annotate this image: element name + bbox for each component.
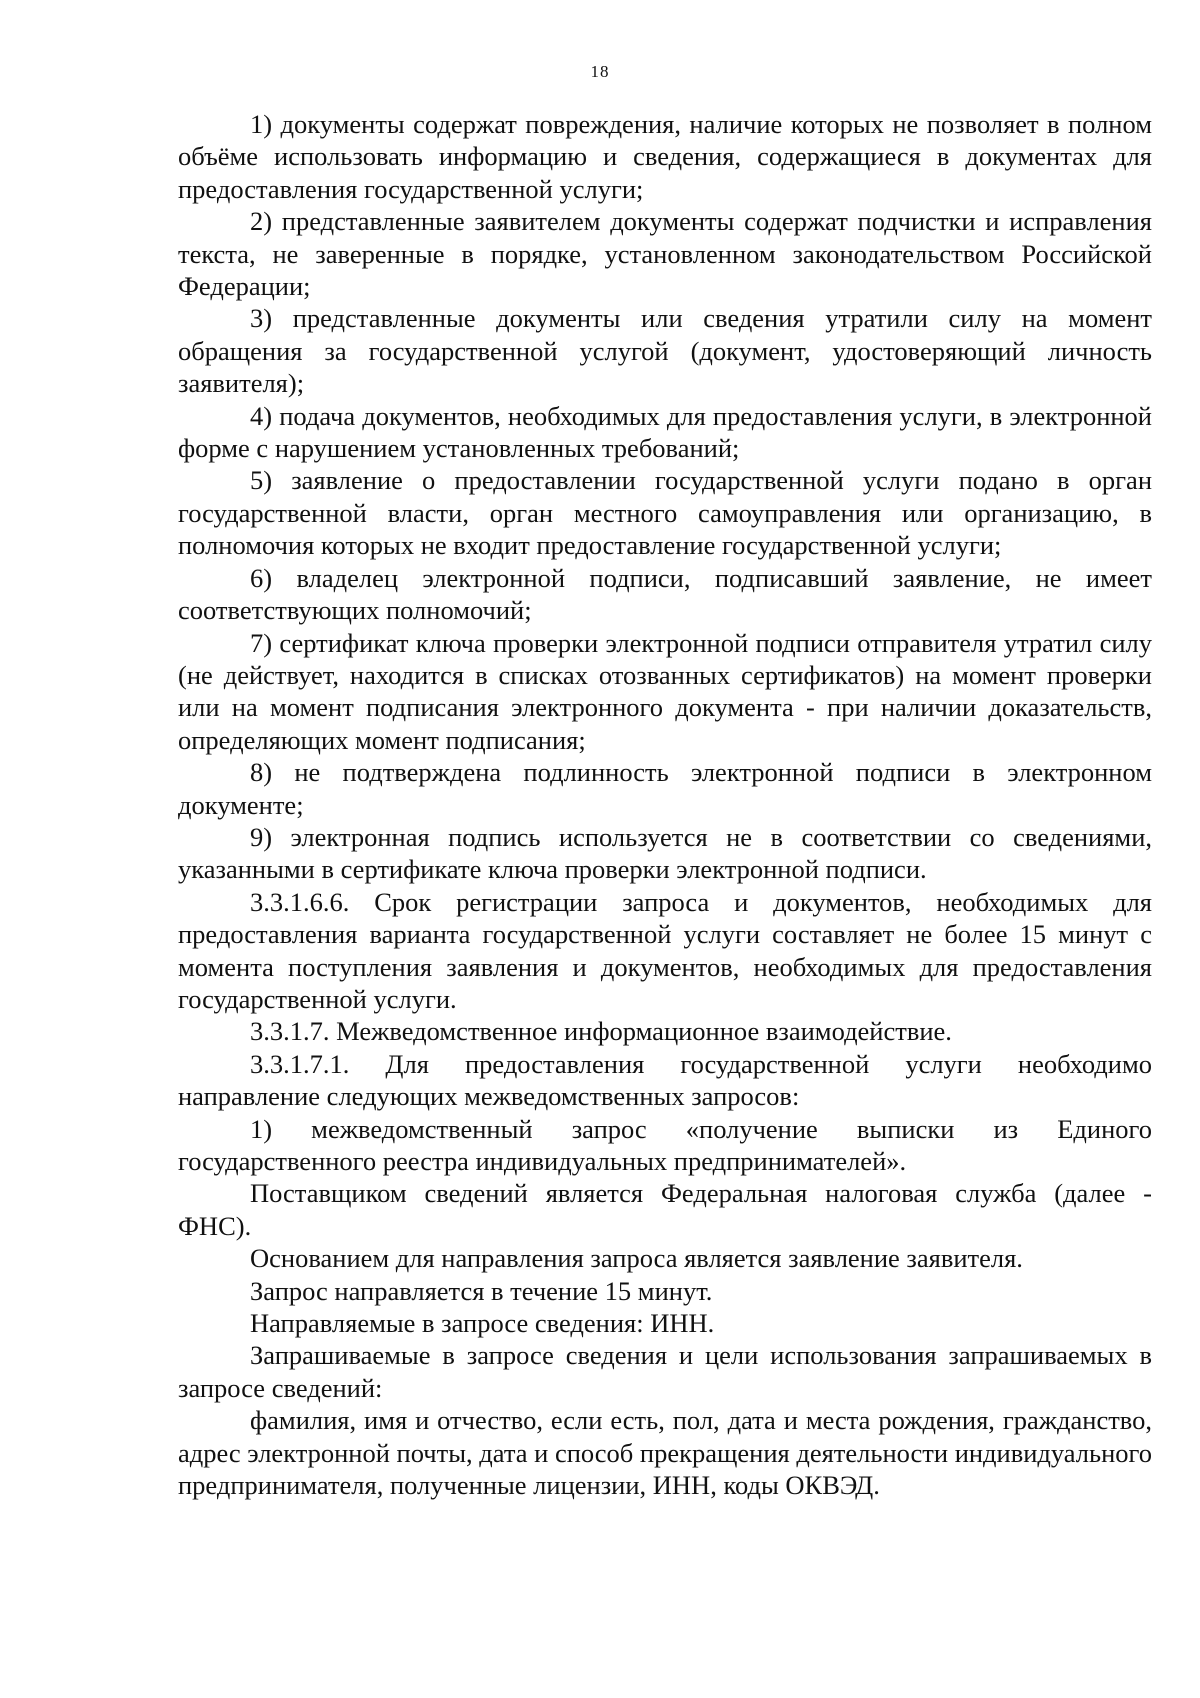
paragraph-basis: Основанием для направления запроса является заявление заявителя. <box>250 1243 1023 1274</box>
paragraph-request-time: Запрос направляется в течение 15 минут. <box>250 1275 713 1306</box>
paragraph-sent-data: Направляемые в запросе сведения: ИНН. <box>250 1308 715 1339</box>
paragraph-item-3: 3) представленные документы или сведения утратили силу на момент обращения за государственной услугой (документ, удостоверяющий личность заявителя); <box>178 303 1152 399</box>
paragraph-requested-data: Запрашиваемые в запросе сведения и цели использования запрашиваемых в запросе сведений: <box>178 1340 1152 1403</box>
paragraph-item-6: 6) владелец электронной подписи, подписавший заявление, не имеет соответствующих полномочий; <box>178 562 1152 626</box>
paragraph-item-4: 4) подача документов, необходимых для предоставления услуги, в электронной форме с нарушением установленных требований; <box>178 400 1152 464</box>
paragraph-request-egrip: 1) межведомственный запрос «получение выписки из Единого государственного реестра индивидуальных предпринимателей». <box>178 1113 1152 1176</box>
paragraph-provider: Поставщиком сведений является Федеральная налоговая служба (далее - ФНС). <box>178 1178 1152 1241</box>
paragraph-registration-deadline: 3.3.1.6.6. Срок регистрации запроса и документов, необходимых для предоставления варианта государственной услуги составляет не более 15 минут с момента поступления заявления и документов, необходимых для предоставления государственной услуги. <box>178 886 1152 1014</box>
paragraph-item-8: 8) не подтверждена подлинность электронной подписи в электронном документе; <box>178 757 1152 820</box>
paragraph-item-1: 1) документы содержат повреждения, наличие которых не позволяет в полном объёме использовать информацию и сведения, содержащиеся в документах для предоставления государственной услуги; <box>178 109 1152 204</box>
paragraph-interagency-requests: 3.3.1.7.1. Для предоставления государственной услуги необходимо направление следующих межведомственных запросов: <box>178 1048 1152 1112</box>
section-heading-interagency: 3.3.1.7. Межведомственное информационное взаимодействие. <box>250 1016 952 1047</box>
document-body <box>178 108 1152 1501</box>
paragraph-item-9: 9) электронная подпись используется не в соответствии со сведениями, указанными в сертификате ключа проверки электронной подписи. <box>178 821 1152 885</box>
paragraph-item-7: 7) сертификат ключа проверки электронной подписи отправителя утратил силу (не действует, находится в списках отозванных сертификатов) на момент проверки или на момент подписания электронного документа - при наличии доказательств, определяющих момент подписания; <box>178 627 1152 755</box>
paragraph-data-list: фамилия, имя и отчество, если есть, пол, дата и места рождения, гражданство, адрес электронной почты, дата и способ прекращения деятельности индивидуального предпринимателя, полученные лицензии, ИНН, коды ОКВЭД. <box>178 1405 1152 1501</box>
paragraph-item-2: 2) представленные заявителем документы содержат подчистки и исправления текста, не заверенные в порядке, установленном законодательством Российской Федерации; <box>178 206 1152 302</box>
page-number: 18 <box>590 62 610 81</box>
paragraph-item-5: 5) заявление о предоставлении государственной услуги подано в орган государственной власти, орган местного самоуправления или организацию, в полномочия которых не входит предоставление государственной услуги; <box>178 465 1152 561</box>
